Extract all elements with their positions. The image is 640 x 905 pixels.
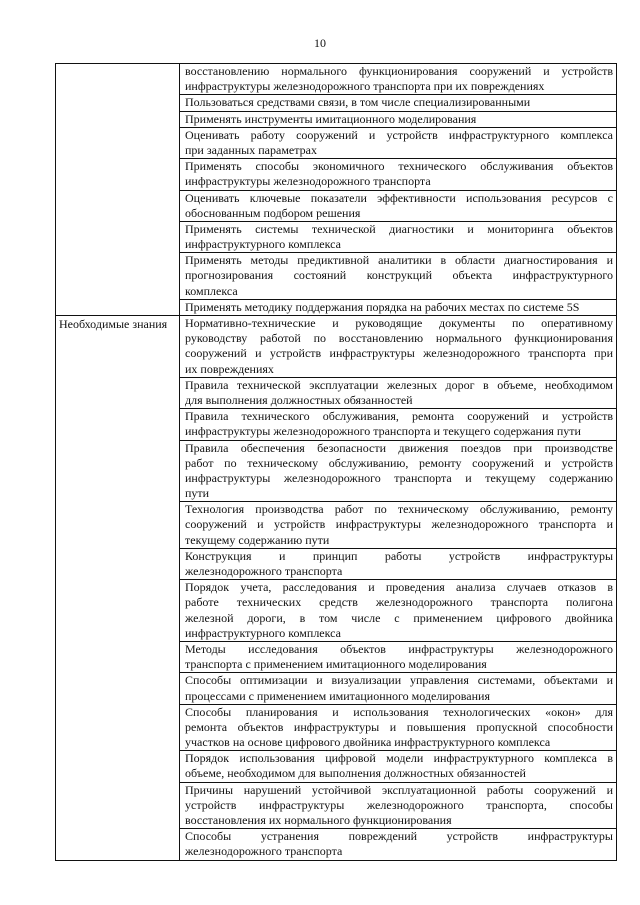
requirement-line: руководству работой по восстановлению нормального функционирования: [185, 331, 613, 346]
requirement-line: комплекса: [185, 283, 238, 298]
requirement-line: Способы устранения повреждений устройств инфраструктуры: [185, 829, 613, 844]
requirement-cell: [180, 548, 617, 579]
requirement-line: Конструкция и принцип работы устройств инфраструктуры: [185, 548, 613, 563]
requirement-line: ремонта объектов инфраструктуры и повышения пропускной способности: [185, 719, 613, 734]
requirement-line: Порядок учета, расследования и проведения анализа случаев отказов в: [185, 580, 613, 595]
requirement-line: инфраструктурного комплекса: [185, 237, 341, 252]
requirement-line: Правила обеспечения безопасности движения поездов при производстве: [185, 440, 613, 455]
requirement-line: инфраструктуры железнодорожного транспорта и текущего содержания пути: [185, 424, 581, 439]
requirement-cell: [180, 409, 617, 440]
requirement-line: восстановлению нормального функционирования сооружений и устройств: [185, 64, 613, 78]
requirement-cell: [180, 299, 617, 315]
requirement-cell: [180, 782, 617, 829]
requirement-line: объеме, необходимом для выполнения должностных обязанностей: [185, 766, 526, 781]
requirement-line: пути: [185, 486, 210, 501]
requirement-cell: [180, 440, 617, 502]
requirement-cell: [180, 641, 617, 672]
requirement-line: транспорта с применением имитационного моделирования: [185, 657, 487, 672]
requirement-cell: [180, 673, 617, 704]
requirement-line: восстановления их нормального функционирования: [185, 813, 452, 827]
requirement-cell: [180, 829, 617, 860]
requirement-line: обоснованным подбором решения: [185, 205, 361, 220]
requirement-cell: [180, 159, 617, 190]
requirement-line: Способы оптимизации и визуализации управления системами, объектами и: [185, 673, 613, 688]
requirement-line: железнодорожного транспорта: [185, 564, 343, 578]
page-number: 10: [314, 36, 326, 50]
requirement-cell: [180, 580, 617, 642]
requirement-line: Применять системы технической диагностики и мониторинга объектов: [185, 221, 613, 236]
table-row: [56, 64, 617, 95]
requirement-line: их повреждениях: [185, 361, 274, 376]
requirement-line: текущему содержанию пути: [185, 532, 330, 547]
requirement-line: Оценивать ключевые показатели эффективности использования ресурсов с: [185, 190, 613, 205]
requirement-cell: [180, 95, 617, 111]
requirement-line: Применять инструменты имитационного моделирования: [185, 111, 477, 126]
requirement-line: Причины нарушений устойчивой эксплуатационной работы сооружений и: [185, 782, 613, 797]
requirement-cell: [180, 190, 617, 221]
requirement-line: Пользоваться средствами связи, в том числе специализированными: [185, 95, 531, 110]
requirement-line: при заданных параметрах: [185, 142, 317, 157]
requirement-cell: [180, 316, 617, 378]
requirement-line: для выполнения должностных обязанностей: [185, 392, 413, 407]
requirement-cell: [180, 253, 617, 300]
table-body: [56, 64, 617, 861]
requirement-line: процессами с применением имитационного моделирования: [185, 688, 490, 703]
category-label: Необходимые знания: [59, 317, 168, 331]
requirement-line: работе технических средств железнодорожного транспорта полигона: [185, 595, 613, 610]
requirement-cell: [180, 377, 617, 408]
requirement-line: Порядок использования цифровой модели инфраструктурного комплекса в: [185, 751, 613, 766]
requirement-line: Применять способы экономичного технического обслуживания объектов: [185, 159, 613, 174]
requirement-cell: [180, 221, 617, 252]
requirement-line: Применять методику поддержания порядка на рабочих местах по системе 5S: [185, 299, 580, 314]
requirement-line: железной дороги, в том числе с применением цифрового двойника: [185, 610, 613, 625]
requirement-line: Способы планирования и использования технологических «окон» для: [185, 704, 613, 719]
requirement-line: сооружений и устройств инфраструктуры железнодорожного транспорта при: [185, 346, 613, 361]
requirement-cell: [180, 64, 617, 95]
category-label: [56, 64, 179, 65]
category-cell: [56, 316, 180, 861]
requirement-line: Оценивать работу сооружений и устройств инфраструктурного комплекса: [185, 127, 613, 142]
requirement-cell: [180, 111, 617, 127]
requirement-line: инфраструктуры железнодорожного транспорта и текущему содержанию: [185, 470, 613, 485]
requirement-line: Нормативно-технические и руководящие документы по оперативному: [185, 316, 613, 330]
requirement-cell: [180, 502, 617, 549]
requirement-line: инфраструктуры железнодорожного транспорта: [185, 174, 431, 189]
requirement-line: инфраструктуры железнодорожного транспорта при их повреждениях: [185, 79, 545, 94]
requirement-line: Правила технического обслуживания, ремонта сооружений и устройств: [185, 409, 613, 424]
requirement-line: Технология производства работ по техническому обслуживанию, ремонту: [185, 502, 613, 517]
requirement-line: работ по техническому обслуживанию, ремонту сооружений и устройств: [185, 455, 613, 470]
table-row: [56, 316, 617, 378]
requirement-cell: [180, 751, 617, 782]
requirement-line: Правила технической эксплуатации железных дорог в объеме, необходимом: [185, 377, 613, 392]
requirement-line: инфраструктурного комплекса: [185, 625, 341, 640]
requirement-line: Применять методы предиктивной аналитики в области диагностирования и: [185, 253, 613, 268]
requirement-line: участков на основе цифрового двойника инфраструктурного комплекса: [185, 735, 551, 750]
category-cell: [56, 64, 180, 316]
requirement-cell: [180, 127, 617, 158]
requirement-line: устройств инфраструктуры железнодорожного транспорта, способы: [185, 797, 613, 812]
requirement-cell: [180, 704, 617, 751]
requirements-table: [55, 63, 617, 861]
requirement-line: железнодорожного транспорта: [185, 844, 343, 859]
requirement-line: сооружений и устройств инфраструктуры железнодорожного транспорта и: [185, 517, 613, 532]
requirement-line: Методы исследования объектов инфраструктуры железнодорожного: [185, 641, 613, 656]
requirement-line: прогнозирования состояний конструкций объекта инфраструктурного: [185, 268, 613, 283]
